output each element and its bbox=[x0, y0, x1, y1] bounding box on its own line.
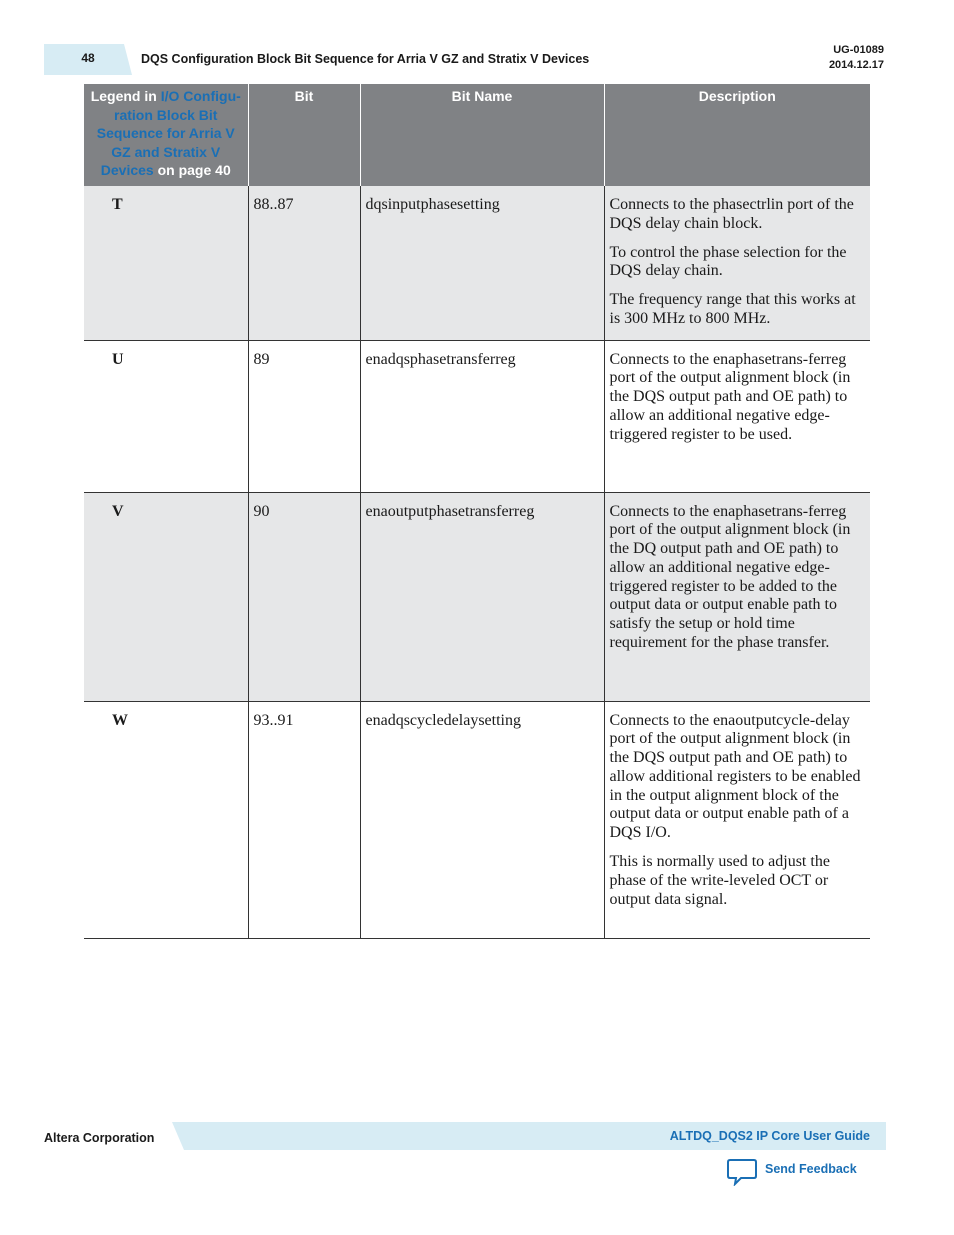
legend-cell: W bbox=[84, 701, 248, 938]
guide-title-link[interactable]: ALTDQ_DQS2 IP Core User Guide bbox=[669, 1129, 870, 1143]
description-paragraph: Connects to the phasectrlin port of the DQS delay chain block. bbox=[609, 196, 854, 232]
description-paragraph: To control the phase selection for the DQS delay chain. bbox=[609, 243, 847, 280]
doc-date: 2014.12.17 bbox=[828, 59, 884, 71]
bit-cell: 88..87 bbox=[248, 186, 360, 340]
description-cell bbox=[604, 701, 870, 938]
description-paragraph: Connects to the enaphasetrans-ferreg port of the output alignment block (in the DQ output path and OE path) to allow an additional negative edge-triggered register to be added to the output data or output enable path to satisfy the setup or hold time requirement for the phase transfer. bbox=[609, 502, 851, 652]
page-number: 48 bbox=[81, 51, 95, 65]
table-row bbox=[84, 340, 870, 492]
page-title: DQS Configuration Block Bit Sequence for Arria V GZ and Stratix V Devices bbox=[141, 52, 590, 66]
legend-cell: T bbox=[84, 186, 248, 340]
description-cell bbox=[604, 492, 870, 701]
bit-cell: 90 bbox=[248, 492, 360, 701]
table-header-row bbox=[84, 84, 870, 186]
description-paragraph: Connects to the enaoutputcycle-delay port of the output alignment block (in the DQS output path and OE path) to allow additional registers to be enabled in the output alignment block of the output data or output enable path of a DQS I/O. bbox=[609, 711, 861, 842]
description-paragraph: This is normally used to adjust the phase of the write-leveled OCT or output data signal. bbox=[609, 853, 830, 908]
description-paragraph: Connects to the enaphasetrans-ferreg port of the output alignment block (in the DQS output path and OE path) to allow an additional negative edge-triggered register to be used. bbox=[609, 350, 851, 443]
table-row bbox=[84, 186, 870, 340]
table-row bbox=[84, 492, 870, 701]
doc-id: UG-01089 bbox=[833, 44, 884, 56]
bit-name-cell: enaoutputphasetransferreg bbox=[360, 492, 604, 701]
bit-name-cell: enadqsphasetransferreg bbox=[360, 340, 604, 492]
send-feedback-link[interactable]: Send Feedback bbox=[765, 1162, 857, 1176]
bit-name-cell: dqsinputphasesetting bbox=[360, 186, 604, 340]
description-paragraph: The frequency range that this works at is 300 MHz to 800 MHz. bbox=[609, 291, 856, 327]
description-cell bbox=[604, 340, 870, 492]
legend-cell: U bbox=[84, 340, 248, 492]
feedback-speech-bubble-icon[interactable] bbox=[727, 1158, 757, 1186]
bit-sequence-table bbox=[84, 84, 870, 939]
legend-table-link[interactable]: I/O Configu-ration Block Bit Sequence for Arria V GZ and Stratix V Devices bbox=[96, 88, 241, 178]
legend-cell: V bbox=[84, 492, 248, 701]
column-header-legend: Legend in I/O Configu-ration Block Bit Sequence for Arria V GZ and Stratix V Devices on page 40 bbox=[84, 84, 248, 186]
bit-cell: 93..91 bbox=[248, 701, 360, 938]
column-header-description: Description bbox=[604, 84, 870, 186]
doc-meta bbox=[829, 43, 884, 73]
column-header-bit: Bit bbox=[248, 84, 360, 186]
column-header-bit-name: Bit Name bbox=[360, 84, 604, 186]
bit-cell: 89 bbox=[248, 340, 360, 492]
table-row bbox=[84, 701, 870, 938]
company-name: Altera Corporation bbox=[44, 1131, 155, 1145]
bit-name-cell: enadqscycledelaysetting bbox=[360, 701, 604, 938]
description-cell bbox=[604, 186, 870, 340]
